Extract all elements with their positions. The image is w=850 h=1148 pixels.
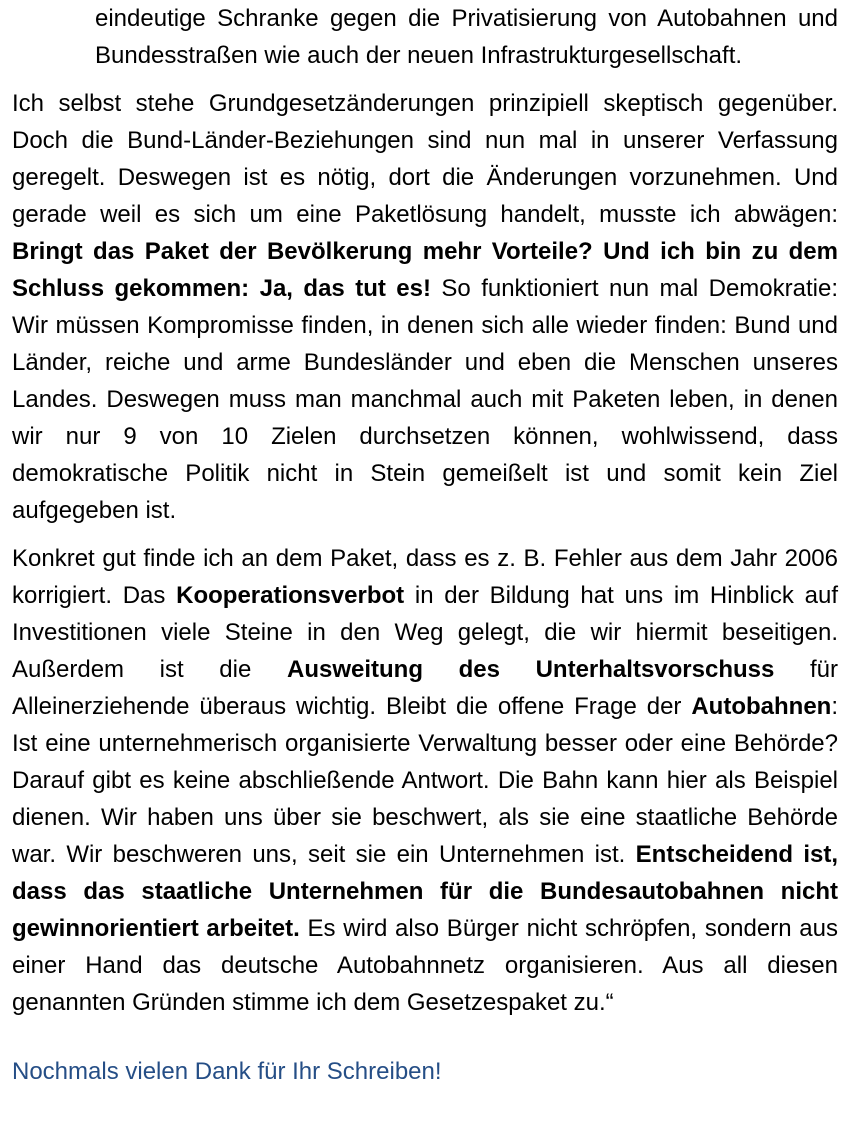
text-segment: Konkret gut finde ich an dem Paket, dass es z. B. Fehler aus dem Jahr 2006 korrigiert. Das [12,545,838,609]
bold-text-segment: Bringt das Paket der Bevölkerung mehr Vorteile? Und ich bin zu dem Schluss gekommen: Ja, das tut es! [12,238,838,302]
closing-line: Nochmals vielen Dank für Ihr Schreiben! [12,1058,442,1085]
paragraph-gesetzespaket [12,540,838,1021]
text-segment: : Ist eine unternehmerisch organisierte Verwaltung besser oder eine Behörde? Darauf gibt es keine abschließende Antwort. Die Bahn kann hier als Beispiel dienen. Wir haben uns über sie beschwert, als sie eine staatliche Behörde war. Wir beschweren uns, seit sie ein Unternehmen ist. [12,693,838,868]
quoted-paragraph-continuation [12,0,838,74]
text-segment: eindeutige Schranke gegen die Privatisierung von Autobahnen und Bundesstraßen wie auch der neuen Infrastrukturgesellschaft. [95,5,838,69]
bold-text-segment: Autobahnen [691,693,832,720]
bold-text-segment: Entscheidend ist, dass das staatliche Unternehmen für die Bundesautobahnen nicht gewinnorientiert arbeitet. [12,841,838,942]
text-segment: So funktioniert nun mal Demokratie: Wir müssen Kompromisse finden, in denen sich alle wieder finden: Bund und Länder, reiche und arme Bundesländer und eben die Menschen unseres Landes. Deswegen muss man manchmal auch mit Paketen leben, in denen wir nur 9 von 10 Zielen durchsetzen können, wohlwissend, dass demokratische Politik nicht in Stein gemeißelt ist und somit kein Ziel aufgegeben ist. [12,275,838,524]
text-segment: für Alleinerziehende überaus wichtig. Bleibt die offene Frage der [12,656,839,720]
bold-text-segment: Ausweitung des Unterhaltsvorschuss [286,656,775,683]
text-segment: Ich selbst stehe Grundgesetzänderungen prinzipiell skeptisch gegenüber. Doch die Bund-Länder-Beziehungen sind nun mal in unserer Verfassung geregelt. Deswegen ist es nötig, dort die Änderungen vorzunehmen. Und gerade weil es sich um eine Paketlösung handelt, musste ich abwägen: [12,90,838,228]
text-segment: Es wird also Bürger nicht schröpfen, sondern aus einer Hand das deutsche Autobahnnetz organisieren. Aus all diesen genannten Gründen stimme ich dem Gesetzespaket zu.“ [12,915,838,1016]
paragraph-grundgesetz [12,85,838,529]
text-segment: in der Bildung hat uns im Hinblick auf Investitionen viele Steine in den Weg gelegt, die wir hiermit beseitigen. Außerdem ist die [12,582,838,683]
bold-text-segment: Kooperationsverbot [176,582,405,609]
